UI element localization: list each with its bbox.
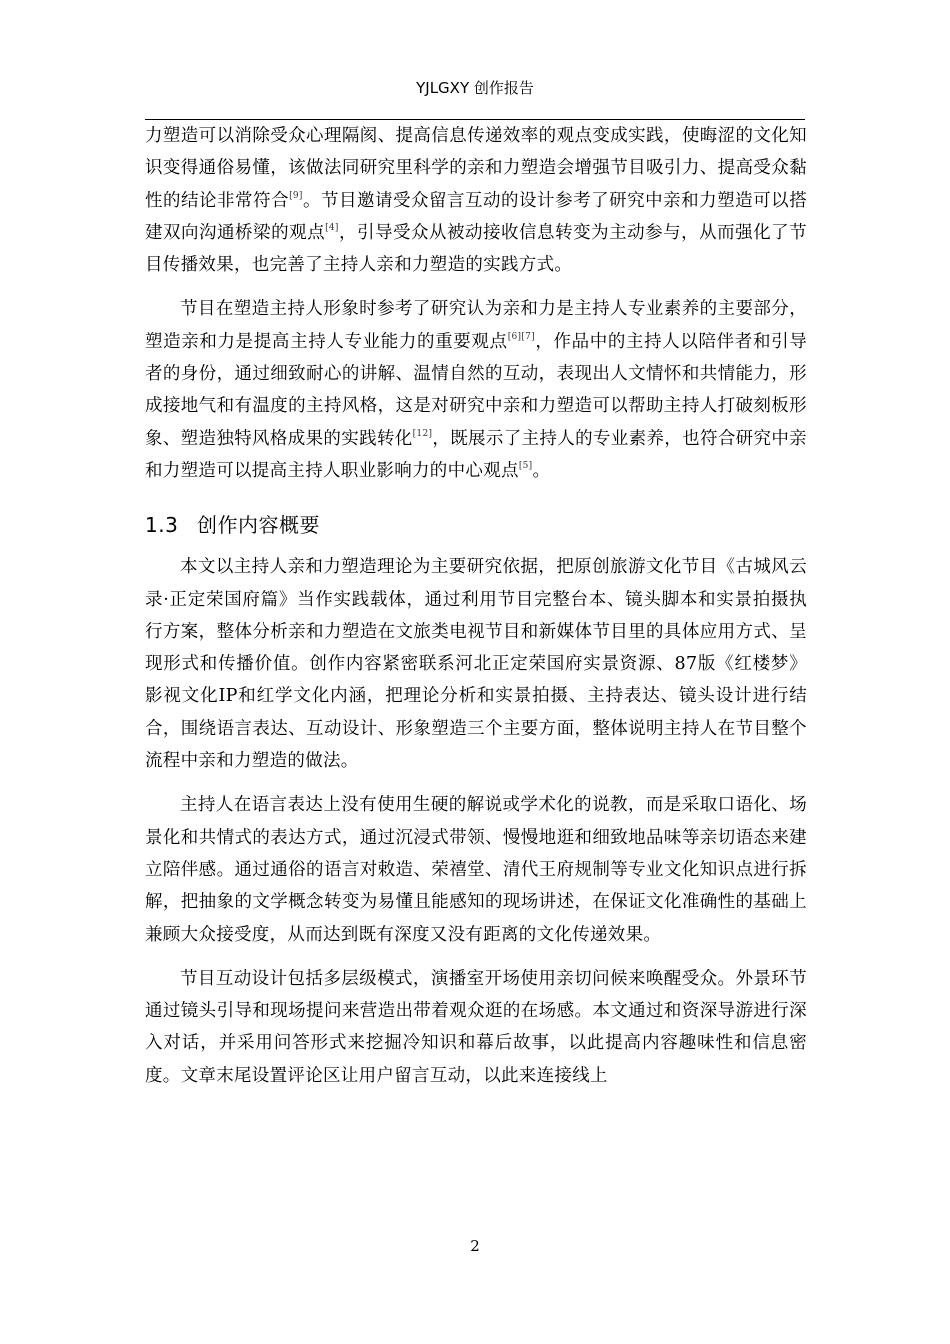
page-header bbox=[145, 78, 805, 104]
body-paragraph: 主持人在语言表达上没有使用生硬的解说或学术化的说教，而是采取口语化、场景化和共情式的表达方式，通过沉浸式带领、慢慢地逛和细致地品味等亲切语态来建立陪伴感。通过通俗的语言对敕造、荣禧堂、清代王府规制等专业文化知识点进行拆解，把抽象的文学概念转变为易懂且能感知的现场讲述，在保证文化准确性的基础上兼顾大众接受度，从而达到既有深度又没有距离的文化传递效果。 bbox=[145, 795, 807, 945]
section-number: 1.3 bbox=[145, 513, 179, 538]
paragraph-text: ，引导受众从被动接收信息转变为主动参与，从而强化了节目传播效果，也完善了主持人亲和力塑造的实践方式。 bbox=[145, 222, 807, 276]
body-paragraph: 本文以主持人亲和力塑造理论为主要研究依据，把原创旅游文化节目《古城风云录·正定荣国府篇》当作实践载体，通过利用节目完整台本、镜头脚本和实景拍摄执行方案，整体分析亲和力塑造在文旅类电视节目和新媒体节目里的具体应用方式、呈现形式和传播价值。创作内容紧密联系河北正定荣国府实景资源、87版《红楼梦》影视文化IP和红学文化内涵，把理论分析和实景拍摄、主持表达、镜头设计进行结合，围绕语言表达、互动设计、形象塑造三个主要方面，整体说明主持人在节目整个流程中亲和力塑造的做法。 bbox=[145, 557, 807, 772]
paragraph-text: 。 bbox=[532, 460, 551, 481]
paragraph-text: 。节目邀请受众留言互动的设计参考了研究中亲和力塑造可以搭建双向沟通桥梁的观点 bbox=[145, 190, 807, 243]
citation-ref: [9] bbox=[289, 190, 303, 201]
citation-ref: [12] bbox=[412, 428, 433, 439]
page-number: 2 bbox=[470, 1237, 480, 1255]
header-title: YJLGXY 创作报告 bbox=[416, 79, 534, 97]
section-title: 创作内容概要 bbox=[197, 513, 320, 538]
section-heading bbox=[145, 509, 807, 541]
citation-ref: [5] bbox=[518, 460, 533, 471]
body-paragraph bbox=[145, 120, 807, 281]
paragraph-text: ，作品中的主持人以陪伴者和引导者的身份，通过细致耐心的讲解、温情自然的互动，表现出人文情怀和共情能力，形成接地气和有温度的主持风格，这是对研究中亲和力塑造可以帮助主持人打破刻板形象、塑造独特风格成果的实践转化 bbox=[145, 331, 808, 449]
paragraph-text: 力塑造可以消除受众心理隔阂、提高信息传递效率的观点变成实践，使晦涩的文化知识变得通俗易懂，该做法同研究里科学的亲和力塑造会增强节目吸引力、提高受众黏性的结论非常符合 bbox=[145, 126, 807, 211]
paragraph-text: ，既展示了主持人的专业素养，也符合研究中亲和力塑造可以提高主持人职业影响力的中心观点 bbox=[145, 428, 807, 481]
body-paragraph: 节目互动设计包括多层级模式，演播室开场使用亲切问候来唤醒受众。外景环节通过镜头引导和现场提问来营造出带着观众逛的在场感。本文通过和资深导游进行深入对话，并采用问答形式来挖掘冷知识和幕后故事，以此提高内容趣味性和信息密度。文章末尾设置评论区让用户留言互动，以此来连接线上 bbox=[145, 968, 807, 1086]
citation-ref: [4] bbox=[325, 222, 339, 233]
citation-ref: [6][7] bbox=[507, 331, 535, 342]
body-paragraph bbox=[145, 293, 807, 487]
page-body bbox=[145, 120, 807, 1092]
paragraph-text: 节目在塑造主持人形象时参考了研究认为亲和力是主持人专业素养的主要部分，塑造亲和力是提高主持人专业能力的重要观点 bbox=[145, 299, 807, 352]
